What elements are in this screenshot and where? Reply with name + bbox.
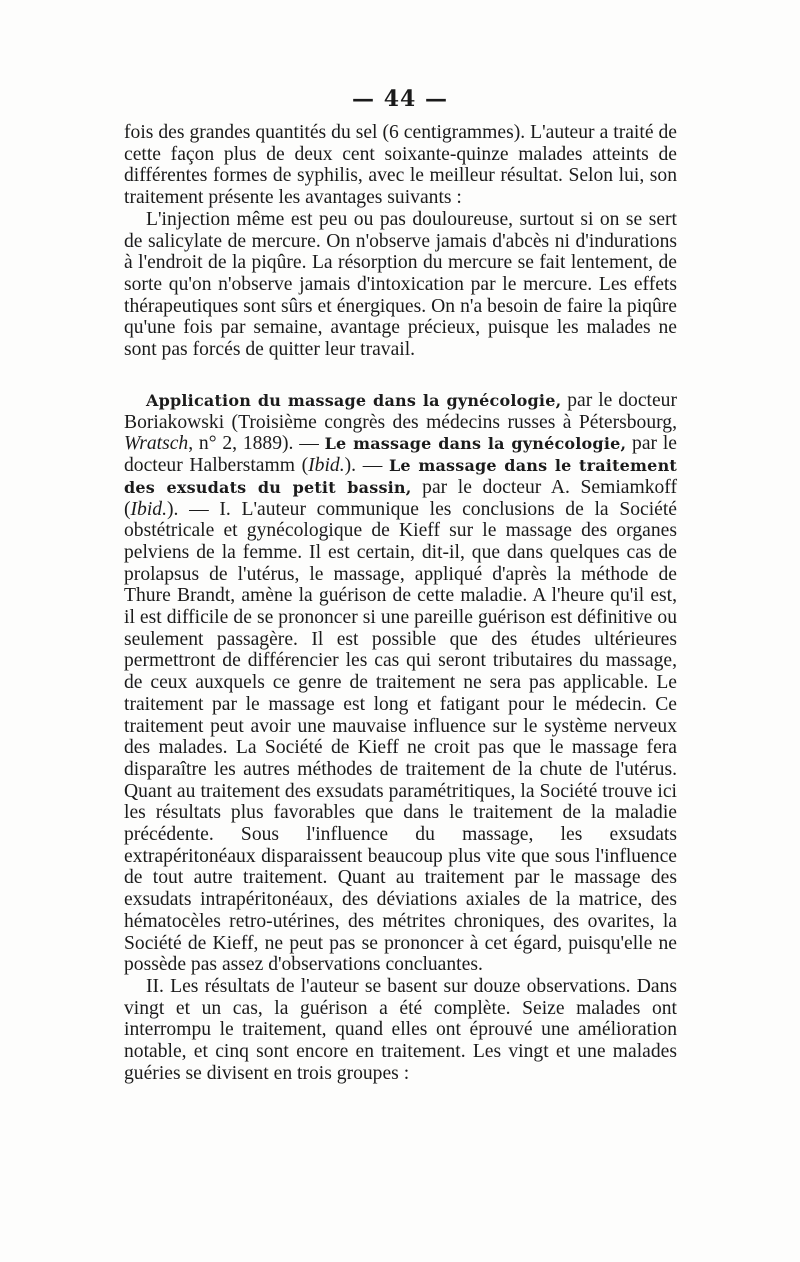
- page-number: — 44 —: [352, 86, 448, 112]
- text-block-section: [124, 390, 677, 1085]
- article-author-3: par le docteur A. Semiamkoff (: [124, 476, 677, 520]
- ibid-ref-2: Ibid.: [308, 455, 345, 477]
- paragraph-results: II. Les résultats de l'auteur se basent sur douze observations. Dans vingt et un cas, la guérison a été complète. Seize malades ont interrompu le traitement, quand elles ont éprouvé une amélioration notable, et cinq sont encore en traitement. Les vingt et une malades guéries se divisent en trois groupes :: [124, 975, 677, 1084]
- article-title-3: Le massage dans le traitement des exsudats du petit bassin,: [124, 456, 677, 497]
- article-title-2: Le massage dans la gynécologie,: [324, 434, 627, 454]
- paragraph-continuation: fois des grandes quantités du sel (6 centigrammes). L'auteur a traité de cette façon plus de deux cent soixante-quinze malades atteints de différentes formes de syphilis, avec le meilleur résultat. Selon lui, son traitement présente les avantages suivants :: [124, 122, 677, 209]
- article-author-2: par le docteur Halberstamm (: [124, 433, 677, 477]
- article-ref-1: , n° 2, 1889). —: [188, 433, 325, 455]
- section-paragraph: [124, 390, 677, 976]
- article-ref-2: ). —: [344, 455, 389, 477]
- ibid-ref-3: Ibid.: [130, 498, 167, 520]
- article-title-1: Application du massage dans la gynécologie,: [146, 391, 562, 410]
- section-body: I. L'auteur communique les conclusions de la Société obstétricale et gynécologique de Kieff sur le massage des organes pelviens de la femme. Il est certain, dit-il, que dans quelques cas de prolapsus de l'utérus, le massage, appliqué d'après la méthode de Thure Brandt, amène la guérison de cette maladie. A l'heure qu'il est, il est difficile de se prononcer si une pareille guérison est définitive ou seulement passagère. Il est possible que des études ultérieures permettront de différencier les cas qui seront tributaires du massage, de ceux auxquels ce genre de traitement ne sera pas applicable. Le traitement par le massage est long et fatigant pour le médecin. Ce traitement peut avoir une mauvaise influence sur le système nerveux des malades. La Société de Kieff ne croit pas que le massage fera disparaître les autres méthodes de traitement de la chute de l'utérus. Quant au traitement des exsudats paramétritiques, la Société trouve ici les résultats plus favorables que dans le traitement de la maladie précédente. Sous l'influence du massage, les exsudats extrapéritonéaux disparaissent beaucoup plus vite que sous l'influence de tout autre traitement. Quant au traitement par le massage des exsudats intrapéritonéaux, des déviations axiales de la matrice, des hématocèles retro-utérines, des métrites chroniques, des ovarites, la Société de Kieff, ne peut pas se prononcer à cet égard, puisqu'elle ne possède pas assez d'observations concluantes.: [124, 498, 677, 976]
- text-block-top: [124, 122, 677, 361]
- paragraph-advantages: L'injection même est peu ou pas douloureuse, surtout si on se sert de salicylate de mercure. On n'observe jamais d'abcès ni d'indurations à l'endroit de la piqûre. La résorption du mercure se fait lentement, de sorte qu'on n'observe jamais d'intoxication par le mercure. Les effets thérapeutiques sont sûrs et énergiques. On n'a besoin de faire la piqûre qu'une fois par semaine, avantage précieux, puisque les malades ne sont pas forcés de quitter leur travail.: [124, 208, 677, 361]
- journal-name: Wratsch: [124, 433, 189, 455]
- article-author-1: par le docteur Boriakowski (Troisième congrès des médecins russes à Pétersbourg,: [124, 390, 677, 433]
- article-ref-3: ). —: [167, 498, 220, 520]
